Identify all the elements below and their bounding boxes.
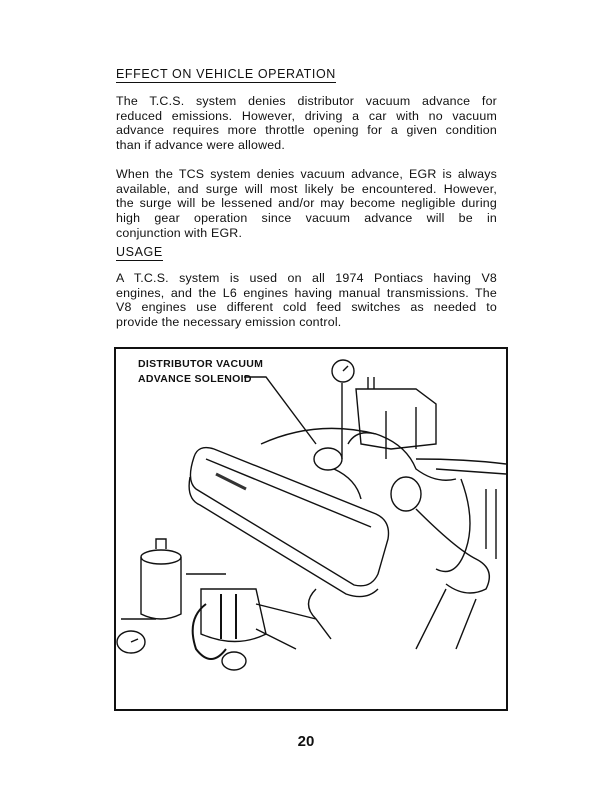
paragraph-effect-1 <box>116 94 497 153</box>
text-line: available, and surge will most likely be encountered. However, <box>116 181 497 196</box>
text-line: reduced emissions. However, driving a car with no vacuum <box>116 108 497 123</box>
label-line-1: DISTRIBUTOR VACUUM <box>138 358 264 370</box>
text-line: The T.C.S. system denies distributor vacuum advance for <box>116 94 497 108</box>
text-line: provide the necessary emission control. <box>116 315 342 330</box>
text-line: than if advance were allowed. <box>116 138 286 153</box>
page-number: 20 <box>297 733 315 750</box>
engine-drawing <box>116 349 506 709</box>
text-line: high gear operation since vacuum advance will be in <box>116 211 497 226</box>
section-heading-usage: USAGE <box>116 245 163 259</box>
text-line: A T.C.S. system is used on all 1974 Pontiacs having V8 <box>116 271 497 285</box>
label-line-2: ADVANCE SOLENOID <box>138 373 252 385</box>
text-line: V8 engines use different cold feed switches as needed to <box>116 300 497 315</box>
paragraph-effect-2 <box>116 167 497 240</box>
text-line: the surge will be lessened and/or may become negligible during <box>116 196 497 211</box>
paragraph-usage <box>116 271 497 330</box>
solenoid-callout-label <box>138 357 263 387</box>
text-line: conjunction with EGR. <box>116 225 243 240</box>
section-heading-effect: EFFECT ON VEHICLE OPERATION <box>116 67 336 81</box>
text-line: When the TCS system denies vacuum advance, EGR is always <box>116 167 497 181</box>
engine-illustration <box>114 347 508 711</box>
text-line: engines, and the L6 engines having manual transmissions. The <box>116 285 497 300</box>
text-line: advance requires more throttle opening for a given condition <box>116 123 497 138</box>
